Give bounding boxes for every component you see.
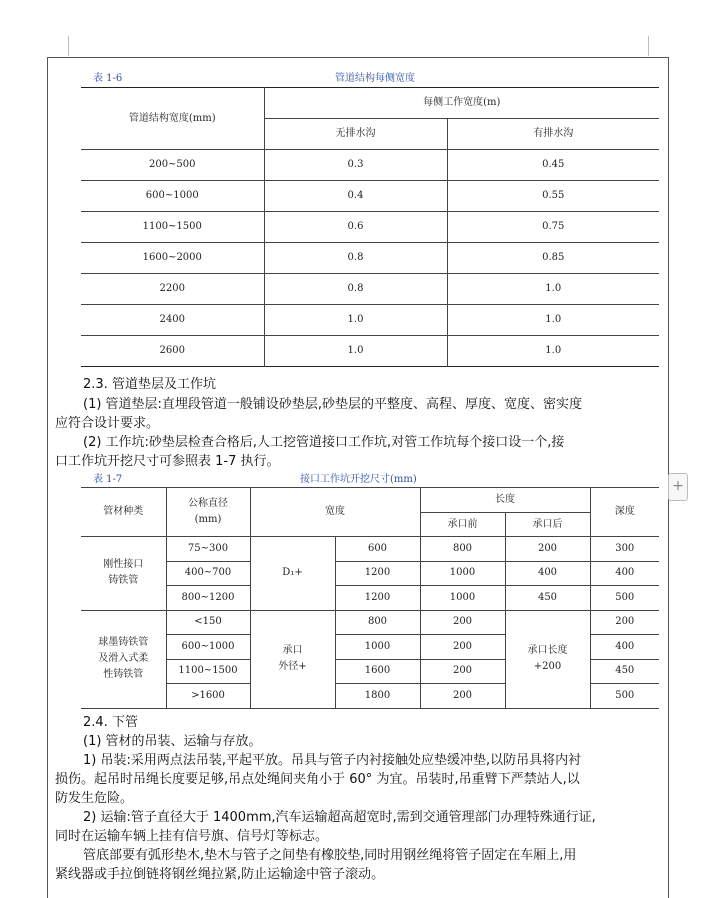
cell-back: 450	[505, 586, 590, 611]
cell-width: 200~500	[81, 150, 264, 181]
width-socket-line2: 外径+	[278, 661, 307, 672]
table-row	[81, 212, 659, 243]
table-1-7-label: 表 1-7	[93, 474, 123, 485]
cell-diameter: 75~300	[166, 537, 250, 562]
cell-width-socket	[250, 610, 335, 708]
cell-depth: 500	[590, 586, 659, 611]
cell-width-formula: D₁+	[250, 537, 335, 611]
section-2-3-p1-line2: 应符合设计要求。	[55, 416, 160, 431]
cell-width: 1200	[335, 561, 420, 586]
table-1-6-title: 管道结构每侧宽度	[335, 73, 415, 84]
table-row	[81, 150, 659, 181]
col-header-nominal-diameter-line2: (mm)	[194, 514, 222, 525]
cell-front: 200	[420, 659, 505, 684]
section-2-3-p1-line1: (1) 管道垫层:直埋段管道一般铺设砂垫层,砂垫层的平整度、高程、厚度、宽度、密实度	[83, 397, 583, 412]
col-header-nominal-diameter-line1: 公称直径	[188, 498, 228, 509]
cell-depth: 400	[590, 635, 659, 660]
section-2-4-p1-line1: 1) 吊装:采用两点法吊装,平起平放。吊具与管子内衬接触处应垫缓冲垫,以防吊具将内衬	[83, 753, 582, 768]
table-row	[81, 586, 659, 611]
col-header-side-width: 每侧工作宽度(m)	[264, 88, 659, 119]
section-2-4-p3-line2: 紧线器或手拉倒链将钢丝绳拉紧,防止运输途中管子滚动。	[55, 867, 385, 882]
col-header-depth: 深度	[590, 488, 659, 537]
back-socket-line1: 承口长度	[527, 645, 568, 656]
col-header-back: 承口后	[505, 513, 590, 537]
cell-no-drain: 0.4	[264, 181, 447, 212]
cell-diameter: 1100~1500	[166, 659, 250, 684]
material-name-line2: 及滑入式柔	[98, 653, 149, 664]
col-header-with-drain: 有排水沟	[447, 119, 659, 150]
col-header-front: 承口前	[420, 513, 505, 537]
table-row	[81, 610, 659, 635]
cell-no-drain: 1.0	[264, 336, 447, 367]
table-1-6-label: 表 1-6	[93, 73, 123, 84]
section-2-4-p2-line1: 2) 运输:管子直径大于 1400mm,汽车运输超高超宽时,需到交通管理部门办理特殊通行证,	[83, 810, 596, 825]
margin-guide-left	[68, 36, 69, 56]
col-header-material: 管材种类	[81, 488, 166, 537]
section-2-3-heading: 2.3. 管道垫层及工作坑	[83, 377, 216, 392]
cell-width: 800	[335, 610, 420, 635]
col-header-nominal-diameter	[166, 488, 250, 537]
cell-front: 200	[420, 610, 505, 635]
cell-back-socket-length	[505, 610, 590, 708]
section-2-4-p3-line1: 管底部要有弧形垫木,垫木与管子之间垫有橡胶垫,同时用钢丝绳将管子固定在车厢上,用	[83, 848, 577, 863]
cell-with-drain: 1.0	[545, 345, 562, 356]
cell-width: 1800	[335, 684, 420, 709]
cell-with-drain: 0.45	[447, 150, 659, 181]
col-header-length: 长度	[420, 488, 590, 513]
cell-no-drain: 0.6	[264, 212, 447, 243]
material-name-line1: 球墨铸铁管	[98, 637, 149, 648]
cell-depth: 450	[590, 659, 659, 684]
cell-front: 200	[420, 684, 505, 709]
cell-width: 2400	[81, 305, 264, 336]
cell-width: 1600~2000	[81, 243, 264, 274]
expand-plus-icon[interactable]: +	[668, 473, 688, 501]
section-2-4-sub: (1) 管材的吊装、运输与存放。	[83, 734, 262, 749]
cell-front: 200	[420, 635, 505, 660]
cell-diameter: >1600	[166, 684, 250, 709]
table-row	[81, 336, 659, 367]
margin-guide-right	[648, 36, 649, 56]
joint-pit-table	[81, 487, 659, 709]
cell-width: 600~1000	[81, 181, 264, 212]
cell-with-drain: 0.55	[447, 181, 659, 212]
cell-diameter: <150	[166, 610, 250, 635]
cell-no-drain: 0.8	[264, 243, 447, 274]
material-rigid-cast-iron	[81, 537, 166, 611]
cell-depth: 500	[590, 684, 659, 709]
width-socket-line1: 承口	[282, 645, 303, 656]
cell-front: 1000	[420, 561, 505, 586]
cell-front: 1000	[420, 586, 505, 611]
cell-depth: 400	[590, 561, 659, 586]
table-row	[81, 561, 659, 586]
table-1-7-title: 接口工作坑开挖尺寸(mm)	[300, 474, 417, 485]
cell-width: 600	[335, 537, 420, 562]
col-header-width: 宽度	[250, 488, 420, 537]
col-header-no-drain: 无排水沟	[264, 119, 447, 150]
cell-width: 1600	[335, 659, 420, 684]
cell-width: 1000	[335, 635, 420, 660]
cell-width: 1200	[335, 586, 420, 611]
cell-with-drain: 0.85	[447, 243, 659, 274]
section-2-4-heading: 2.4. 下管	[83, 715, 138, 730]
cell-no-drain: 0.3	[264, 150, 447, 181]
cell-depth: 300	[590, 537, 659, 562]
pipe-width-table	[81, 87, 659, 367]
cell-no-drain: 1.0	[264, 305, 447, 336]
section-2-3-p2-line1: (2) 工作坑:砂垫层检查合格后,人工挖管道接口工作坑,对管工作坑每个接口设一个,接	[83, 435, 565, 450]
table-row	[81, 305, 659, 336]
cell-width: 2200	[81, 274, 264, 305]
material-name-line3: 性铸铁管	[103, 669, 144, 680]
cell-back: 400	[505, 561, 590, 586]
col-header-pipe-width: 管道结构宽度(mm)	[81, 88, 264, 150]
cell-front: 800	[420, 537, 505, 562]
table-row	[81, 537, 659, 562]
cell-back: 200	[505, 537, 590, 562]
table-row	[81, 181, 659, 212]
cell-no-drain: 0.8	[264, 274, 447, 305]
material-ductile-iron	[81, 610, 166, 708]
cell-width: 2600	[81, 336, 264, 367]
cell-with-drain: 1.0	[447, 274, 659, 305]
cell-diameter: 600~1000	[166, 635, 250, 660]
section-2-4-p1-line2: 损伤。起吊时吊绳长度要足够,吊点处绳间夹角小于 60° 为宜。吊装时,吊重臂下严禁站人,以	[55, 772, 580, 787]
material-name-line1: 刚性接口	[103, 559, 144, 571]
section-2-4-p2-line2: 同时在运输车辆上挂有信号旗、信号灯等标志。	[55, 829, 329, 844]
section-2-3-p2-line2: 口工作坑开挖尺寸可参照表 1-7 执行。	[55, 454, 280, 469]
cell-with-drain: 1.0	[447, 305, 659, 336]
cell-with-drain: 0.75	[447, 212, 659, 243]
back-socket-line2: +200	[533, 661, 562, 672]
material-name-line2: 铸铁管	[108, 575, 139, 587]
cell-width: 1100~1500	[81, 212, 264, 243]
section-2-4-p1-line3: 防发生危险。	[55, 791, 134, 806]
cell-depth: 200	[590, 610, 659, 635]
table-row	[81, 243, 659, 274]
cell-diameter: 400~700	[166, 561, 250, 586]
cell-diameter: 800~1200	[166, 586, 250, 611]
table-row	[81, 274, 659, 305]
